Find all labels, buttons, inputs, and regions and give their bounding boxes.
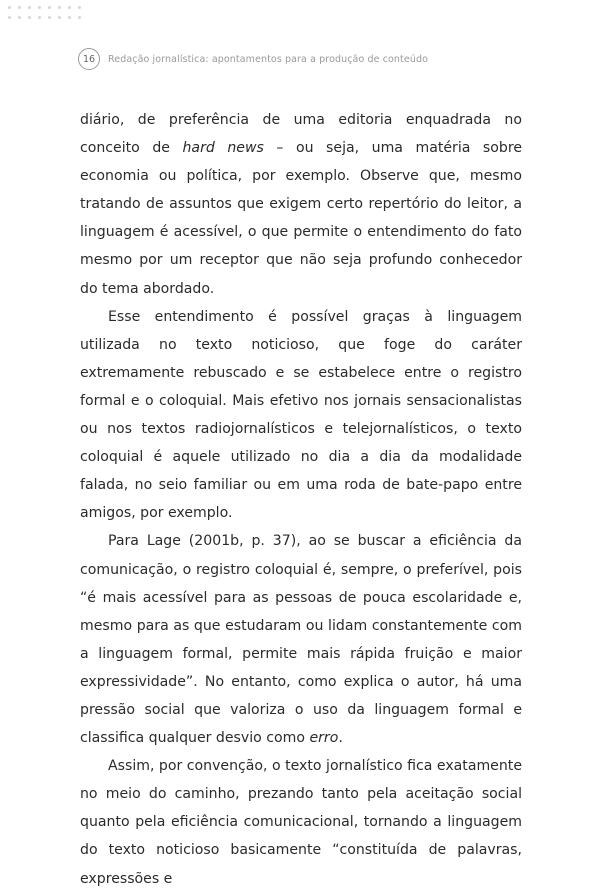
paragraph-3-text-b: .	[338, 730, 343, 747]
paragraph-2: Esse entendimento é possível graças à linguagem utilizada no texto noticioso, que foge do caráter extremamente rebuscado e se estabelece entre o registro formal e o coloquial. Mais efetivo nos jornais sensacionalistas ou nos textos radiojornalísticos e telejornalísticos, o texto coloquial é aquele utilizado no dia a dia da modalidade falada, no seio familiar ou em uma roda de bate-papo entre amigos, por exemplo.	[80, 308, 522, 522]
page-number-badge: 16	[78, 48, 100, 70]
paragraph-1-italic-term: hard news	[182, 140, 264, 157]
paragraph-3-italic-term: erro	[309, 730, 339, 747]
decorative-dot-grid	[8, 6, 88, 26]
page-header	[78, 48, 428, 70]
paragraph-3	[80, 527, 522, 752]
paragraph-3-text-a: Para Lage (2001b, p. 37), ao se buscar a eficiência da comunicação, o registro coloquial é, sempre, o preferível, pois “é mais acessível para as pessoas de pouca escolaridade e, mesmo para as que estudaram ou lidam constantemente com a linguagem formal, permite mais rápida fruição e maior expressividade”. No entanto, como explica o autor, há uma pressão social que valoriza o uso da linguagem formal e classifica qualquer desvio como	[80, 533, 522, 747]
paragraph-4: Assim, por convenção, o texto jornalístico fica exatamente no meio do caminho, prezando tanto pela aceitação social quanto pela eficiência comunicacional, tornando a linguagem do texto noticioso basicamente “constituída de palavras, expressões e	[80, 758, 522, 887]
paragraph-1-text-a: diário, de preferência de uma editoria enquadrada no conceito de	[80, 112, 522, 157]
paragraph-1-text-b: – ou seja, uma matéria sobre economia ou política, por exemplo. Observe que, mesmo tratando de assuntos que exigem certo repertório do leitor, a linguagem é acessível, o que permite o entendimento do fato mesmo por um receptor que não seja profundo conhecedor do tema abordado.	[80, 140, 522, 297]
paragraph-1	[80, 106, 522, 303]
body-text	[80, 106, 522, 893]
running-title: Redação jornalística: apontamentos para a produção de conteúdo	[108, 53, 428, 65]
